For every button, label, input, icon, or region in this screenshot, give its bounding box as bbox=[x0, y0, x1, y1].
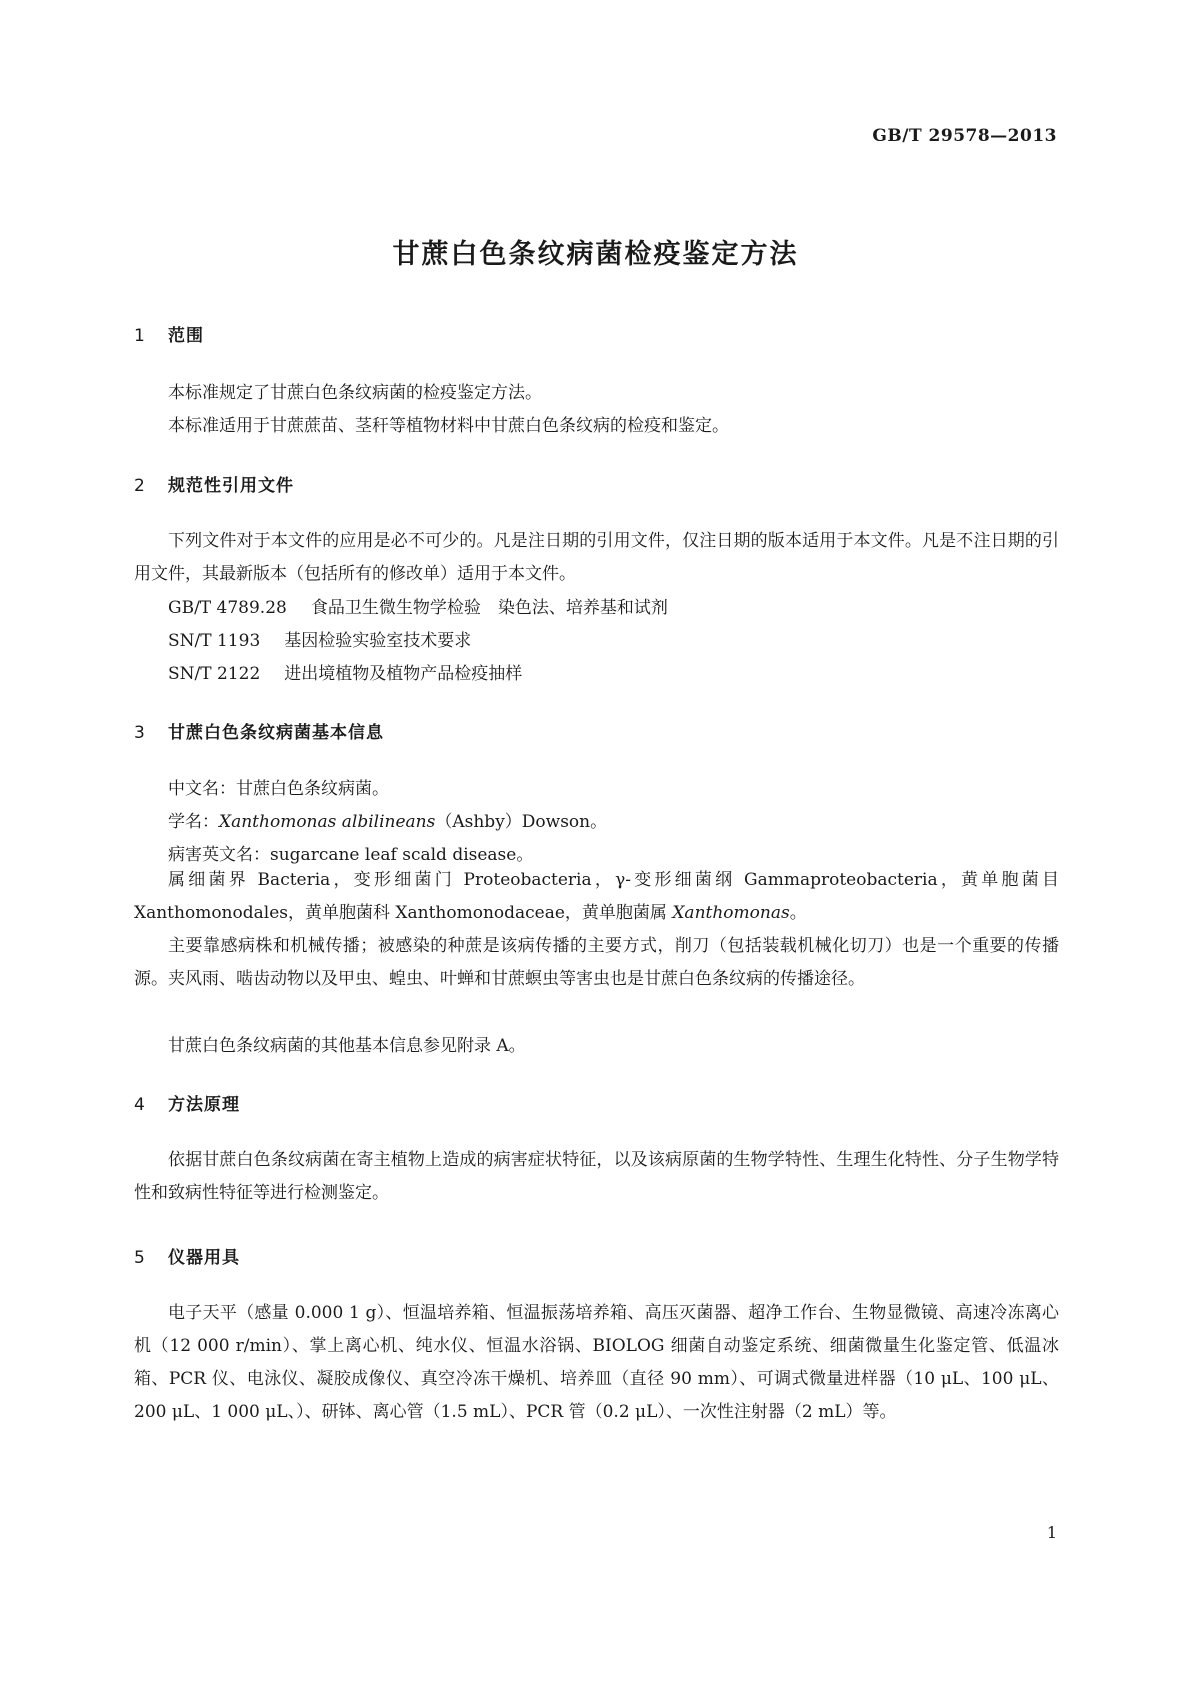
section-number: 3 bbox=[134, 723, 146, 743]
paragraph: 依据甘蔗白色条纹病菌在寄主植物上造成的病害症状特征，以及该病原菌的生物学特性、生理生化特性、分子生物学特性和致病性特征等进行检测鉴定。 bbox=[134, 1150, 1059, 1203]
section-heading-4 bbox=[134, 1090, 240, 1115]
page-number: 1 bbox=[1046, 1523, 1057, 1542]
section-title: 方法原理 bbox=[168, 1095, 240, 1115]
section-title: 甘蔗白色条纹病菌基本信息 bbox=[168, 723, 384, 743]
taxonomy-end: 。 bbox=[789, 903, 807, 923]
scientific-name-line bbox=[168, 807, 607, 832]
value: 甘蔗白色条纹病菌。 bbox=[236, 779, 389, 799]
label: 病害英文名： bbox=[168, 845, 270, 865]
disease-name-line bbox=[168, 840, 533, 865]
taxonomy-text: 属细菌界 Bacteria，变形细菌门 Proteobacteria，γ-变形细菌纲 Gammaproteobacteria，黄单胞菌目 Xanthomonodales，黄单胞菌科 Xanthomonodaceae，黄单胞菌属 bbox=[134, 870, 1059, 923]
section-number: 2 bbox=[134, 476, 146, 496]
chinese-name-line bbox=[168, 774, 389, 799]
section-number: 4 bbox=[134, 1095, 146, 1115]
section-number: 5 bbox=[134, 1248, 146, 1268]
reference-item bbox=[168, 659, 522, 684]
reference-title: 进出境植物及植物产品检疫抽样 bbox=[284, 664, 523, 684]
section-title: 范围 bbox=[168, 326, 204, 346]
reference-code: SN/T 2122 bbox=[168, 664, 261, 684]
appendix-note: 甘蔗白色条纹病菌的其他基本信息参见附录 A。 bbox=[168, 1036, 526, 1056]
taxonomy-paragraph bbox=[134, 864, 1059, 930]
reference-code: SN/T 1193 bbox=[168, 631, 261, 651]
section-heading-3 bbox=[134, 718, 384, 743]
transmission-paragraph: 主要靠感病株和机械传播；被感染的种蔗是该病传播的主要方式，削刀（包括装载机械化切刀）也是一个重要的传播源。夹风雨、啮齿动物以及甲虫、蝗虫、叶蝉和甘蔗螟虫等害虫也是甘蔗白色条纹病的传播途径。 bbox=[134, 936, 1059, 989]
value: sugarcane leaf scald disease。 bbox=[270, 845, 534, 865]
paragraph: 本标准适用于甘蔗蔗苗、茎秆等植物材料中甘蔗白色条纹病的检疫和鉴定。 bbox=[168, 416, 729, 436]
label: 中文名： bbox=[168, 779, 236, 799]
genus-name: Xanthomonas bbox=[672, 903, 790, 923]
document-title: 甘蔗白色条纹病菌检疫鉴定方法 bbox=[392, 239, 799, 270]
section-heading-1 bbox=[134, 321, 204, 346]
section-heading-5 bbox=[134, 1243, 240, 1268]
label: 学名： bbox=[168, 812, 219, 832]
paragraph: 电子天平（感量 0.000 1 g）、恒温培养箱、恒温振荡培养箱、高压灭菌器、超净工作台、生物显微镜、高速冷冻离心机（12 000 r/min）、掌上离心机、纯水仪、恒温水浴锅、BIOLOG 细菌自动鉴定系统、细菌微量生化鉴定管、低温冰箱、PCR 仪、电泳仪、凝胶成像仪、真空冷冻干燥机、培养皿（直径 90 mm）、可调式微量进样器（10 μL、100 μL、200 μL、1 000 μL、）、研钵、离心管（1.5 mL）、PCR 管（0.2 μL）、一次性注射器（2 mL）等。 bbox=[134, 1303, 1059, 1422]
reference-item bbox=[168, 593, 668, 618]
paragraph: 下列文件对于本文件的应用是必不可少的。凡是注日期的引用文件，仅注日期的版本适用于本文件。凡是不注日期的引用文件，其最新版本（包括所有的修改单）适用于本文件。 bbox=[134, 531, 1059, 584]
paragraph: 本标准规定了甘蔗白色条纹病菌的检疫鉴定方法。 bbox=[168, 383, 542, 403]
reference-title: 食品卫生微生物学检验 染色法、培养基和试剂 bbox=[310, 598, 668, 618]
standard-code: GB/T 29578—2013 bbox=[872, 126, 1057, 146]
section-heading-2 bbox=[134, 471, 294, 496]
reference-code: GB/T 4789.28 bbox=[168, 598, 287, 618]
scientific-name: Xanthomonas albilineans bbox=[219, 812, 436, 832]
section-number: 1 bbox=[134, 326, 146, 346]
reference-item bbox=[168, 626, 471, 651]
authority: （Ashby）Dowson。 bbox=[435, 812, 608, 832]
reference-title: 基因检验实验室技术要求 bbox=[284, 631, 472, 651]
section-title: 规范性引用文件 bbox=[168, 476, 294, 496]
section-title: 仪器用具 bbox=[168, 1248, 240, 1268]
